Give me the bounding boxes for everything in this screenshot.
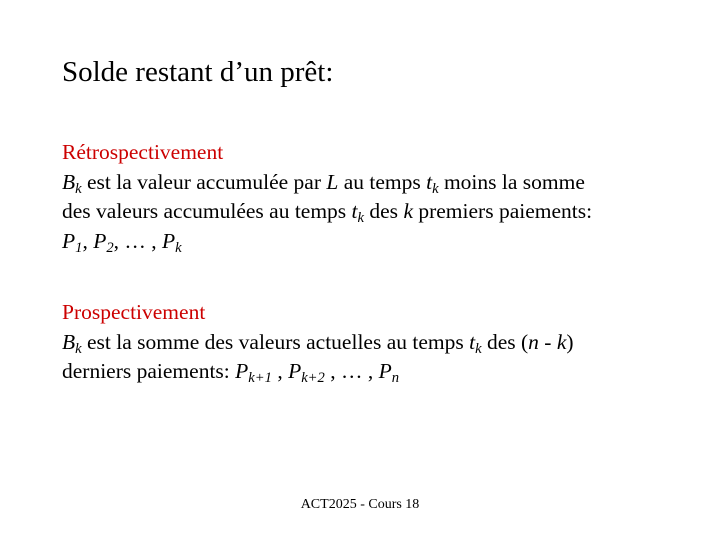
subscript-2: 2 (106, 239, 114, 256)
subscript-k-plus-1: k+1 (248, 370, 272, 387)
subscript-n: n (391, 370, 400, 387)
retrospective-heading: Rétrospectivement (62, 140, 224, 164)
retrospective-line-2 (62, 197, 682, 227)
subscript-k: k (432, 180, 439, 197)
retrospective-section (62, 138, 682, 256)
symbol-l: L (326, 169, 339, 194)
prospective-line-1 (62, 328, 682, 358)
slide-title: Solde restant d’un prêt: (62, 56, 334, 88)
text-fragment: est la valeur accumulée par (81, 169, 327, 194)
symbol-t: t (426, 169, 433, 194)
symbol-p: P (288, 359, 302, 383)
retrospective-line-1 (62, 168, 682, 198)
prospective-section (62, 298, 682, 387)
subscript-k-plus-2: k+2 (301, 370, 325, 387)
subscript-k: k (475, 340, 482, 357)
slide-footer: ACT2025 - Cours 18 (300, 497, 420, 512)
symbol-b: B (62, 169, 76, 194)
symbol-t: t (351, 199, 358, 223)
symbol-p: P (93, 228, 107, 253)
text-fragment: au temps (338, 169, 427, 194)
separator: , (271, 359, 289, 383)
subscript-k: k (75, 180, 82, 197)
text-fragment: derniers paiements: (62, 359, 236, 383)
symbol-p: P (162, 228, 176, 253)
text-fragment: premiers paiements: (412, 199, 593, 223)
subscript-k: k (175, 239, 182, 256)
symbol-n-minus-k: n - k (528, 329, 567, 354)
text-fragment: moins la somme (438, 169, 585, 194)
text-fragment: des (364, 199, 404, 223)
text-fragment: des ( (481, 329, 529, 354)
symbol-t: t (469, 329, 476, 354)
symbol-b: B (62, 329, 76, 354)
retrospective-line-3 (62, 227, 682, 257)
symbol-k: k (403, 199, 413, 223)
subscript-1: 1 (75, 239, 83, 256)
symbol-p: P (62, 228, 76, 253)
prospective-line-2 (62, 357, 682, 387)
symbol-p: P (235, 359, 249, 383)
symbol-p: P (378, 359, 392, 383)
text-fragment: est la somme des valeurs actuelles au temps (81, 329, 470, 354)
separator: , … , (113, 228, 163, 253)
subscript-k: k (357, 210, 365, 227)
separator: , … , (324, 359, 379, 383)
text-fragment: des valeurs accumulées au temps (62, 199, 352, 223)
separator: , (82, 228, 94, 253)
text-fragment: ) (566, 329, 574, 354)
prospective-heading: Prospectivement (62, 300, 206, 324)
subscript-k: k (75, 340, 82, 357)
